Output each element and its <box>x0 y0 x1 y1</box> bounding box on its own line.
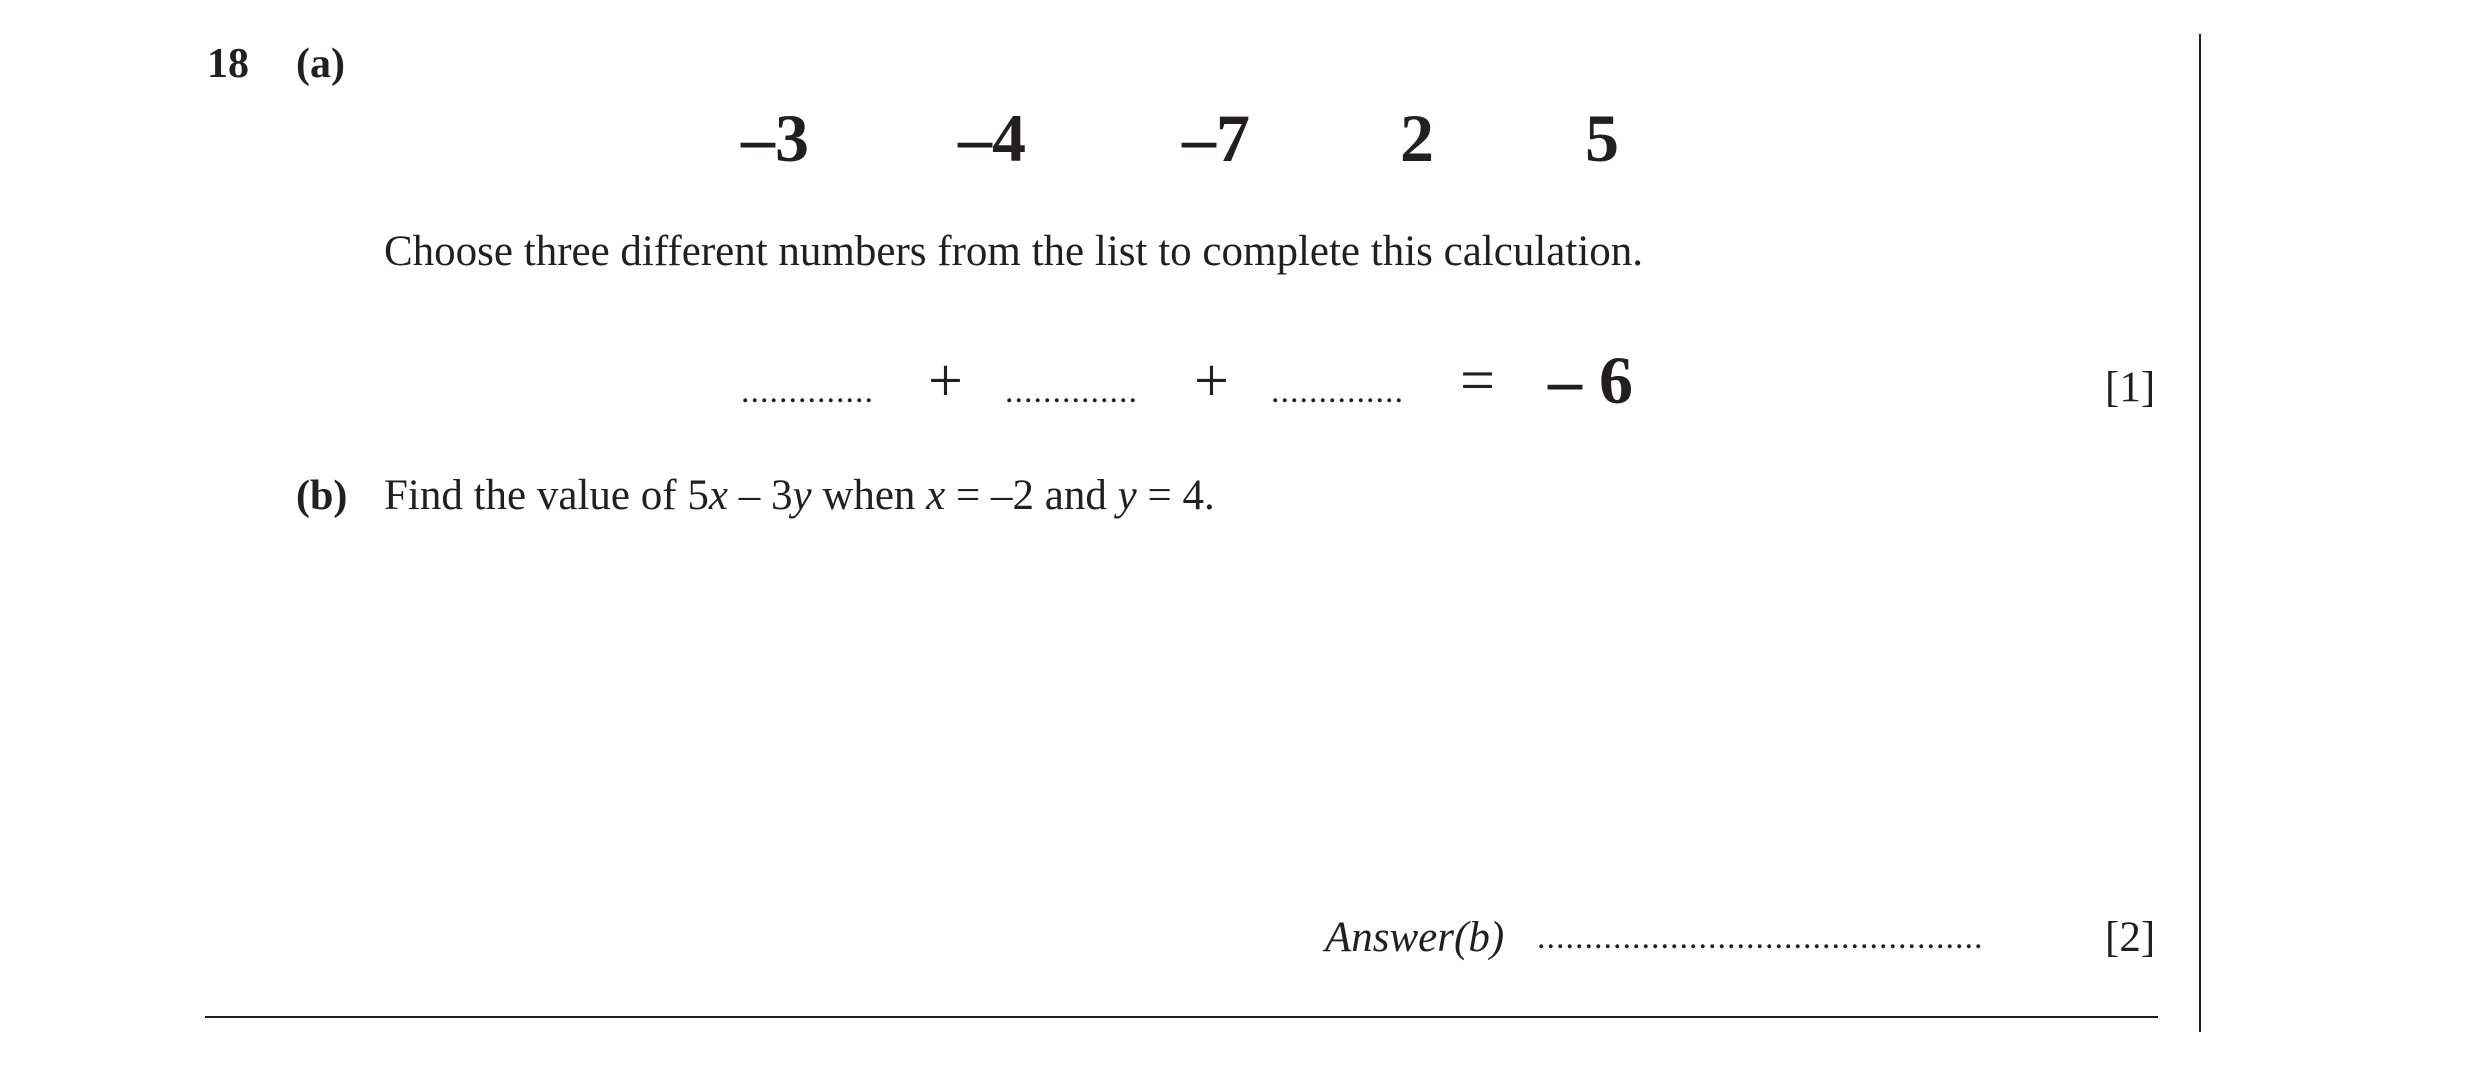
part-a-instruction: Choose three different numbers from the list to complete this calculation. <box>384 228 1644 275</box>
part-b-question <box>384 468 1215 524</box>
question-text: = –2 and <box>945 472 1118 519</box>
part-b-label: (b) <box>296 473 348 519</box>
equals-sign: = <box>1460 347 1495 415</box>
question-text: – 3 <box>727 472 793 519</box>
part-b-marks: [2] <box>2105 914 2156 961</box>
part-a-label: (a) <box>296 41 345 87</box>
list-number: 2 <box>1400 100 1434 176</box>
variable-x: x <box>708 472 728 519</box>
answer-label: Answer(b) <box>1325 914 1505 961</box>
variable-y: y <box>1117 472 1137 519</box>
question-text: = 4. <box>1136 472 1215 519</box>
question-number: 18 <box>207 41 249 87</box>
list-number: –3 <box>741 100 809 176</box>
plus-sign: + <box>928 347 963 415</box>
variable-y: y <box>792 472 812 519</box>
question-text: Find the value of 5 <box>384 472 709 519</box>
calculation-result: – 6 <box>1548 342 1633 418</box>
list-number: 5 <box>1585 100 1619 176</box>
answer-blank-1[interactable]: .............. <box>741 373 874 410</box>
plus-sign: + <box>1194 347 1229 415</box>
margin-rule <box>2199 34 2201 1032</box>
part-a-marks: [1] <box>2105 364 2156 411</box>
answer-blank-3[interactable]: .............. <box>1271 373 1404 410</box>
bottom-rule <box>205 1016 2158 1018</box>
answer-blank-2[interactable]: .............. <box>1005 373 1138 410</box>
question-text: when <box>811 472 927 519</box>
variable-x: x <box>926 472 946 519</box>
list-number: –4 <box>958 100 1026 176</box>
list-number: –7 <box>1182 100 1250 176</box>
answer-field[interactable]: ............................................... <box>1537 919 1984 956</box>
